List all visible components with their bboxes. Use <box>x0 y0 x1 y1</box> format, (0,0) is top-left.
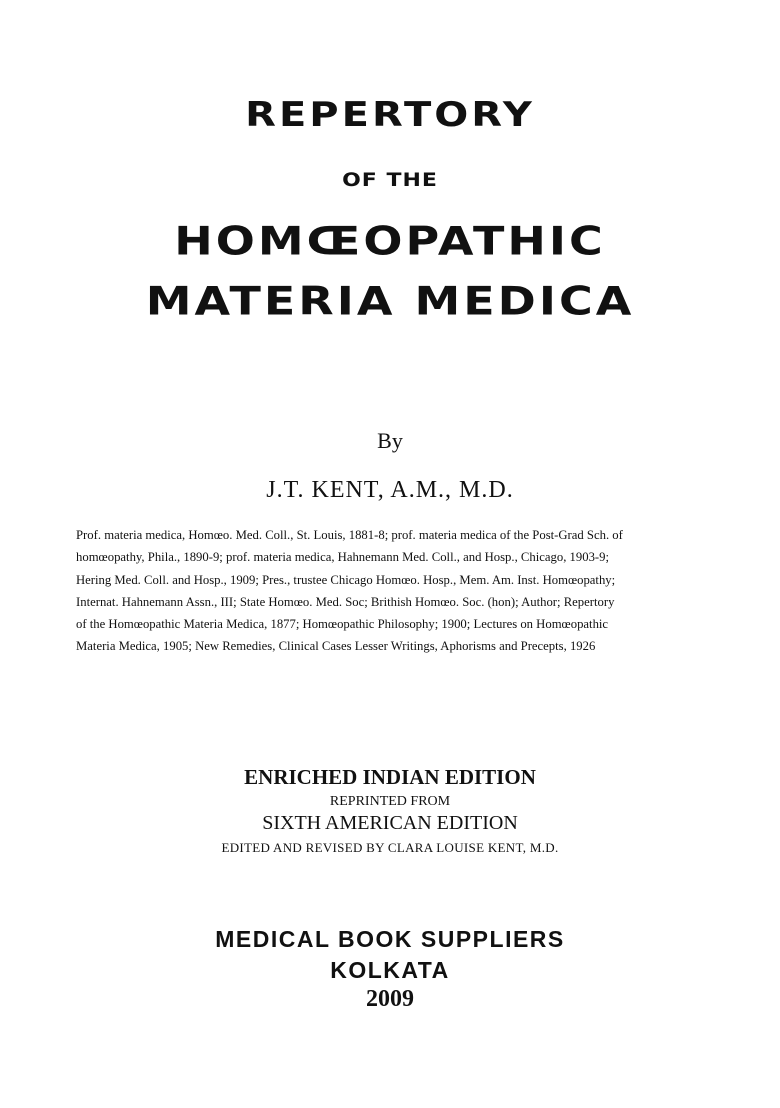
title-line-3: HOMŒOPATHIC <box>174 218 606 264</box>
publisher-name: MEDICAL BOOK SUPPLIERS <box>215 926 565 952</box>
bio-line: Materia Medica, 1905; New Remedies, Clinical Cases Lesser Writings, Aphorisms and Precepts, 1926 <box>76 639 596 654</box>
edition-reprinted: REPRINTED FROM <box>329 794 451 809</box>
byline: By <box>377 428 403 453</box>
bio-line: Hering Med. Coll. and Hosp., 1909; Pres., trustee Chicago Homœo. Hosp., Mem. Am. Inst. Homœopathy; <box>76 572 616 587</box>
edition-editor: EDITED AND REVISED BY CLARA LOUISE KENT, M.D. <box>221 840 559 855</box>
bio-line: Prof. materia medica, Homœo. Med. Coll., St. Louis, 1881-8; prof. materia medica of the Post-Grad Sch. of <box>76 528 623 542</box>
bio-line: homœopathy, Phila., 1890-9; prof. materia medica, Hahnemann Med. Coll., and Hosp., Chicago, 1903-9; <box>76 550 610 565</box>
author-biography <box>76 524 726 658</box>
publisher-city: KOLKATA <box>330 957 450 983</box>
bio-line: of the Homœopathic Materia Medica, 1877; Homœopathic Philosophy; 1900; Lectures on Homœopathic <box>76 617 609 632</box>
title-line-4: MATERIA MEDICA <box>145 278 635 324</box>
author-name: J.T. KENT, A.M., M.D. <box>266 477 514 503</box>
edition-heading: ENRICHED INDIAN EDITION <box>244 765 536 789</box>
bio-line: Internat. Hahnemann Assn., III; State Homœo. Med. Soc; Brithish Homœo. Soc. (hon); Author; Repertory <box>76 594 615 609</box>
publication-year: 2009 <box>366 986 414 1012</box>
title-line-1: REPERTORY <box>245 95 535 135</box>
edition-source: SIXTH AMERICAN EDITION <box>262 812 518 834</box>
title-line-2: OF THE <box>342 169 438 192</box>
